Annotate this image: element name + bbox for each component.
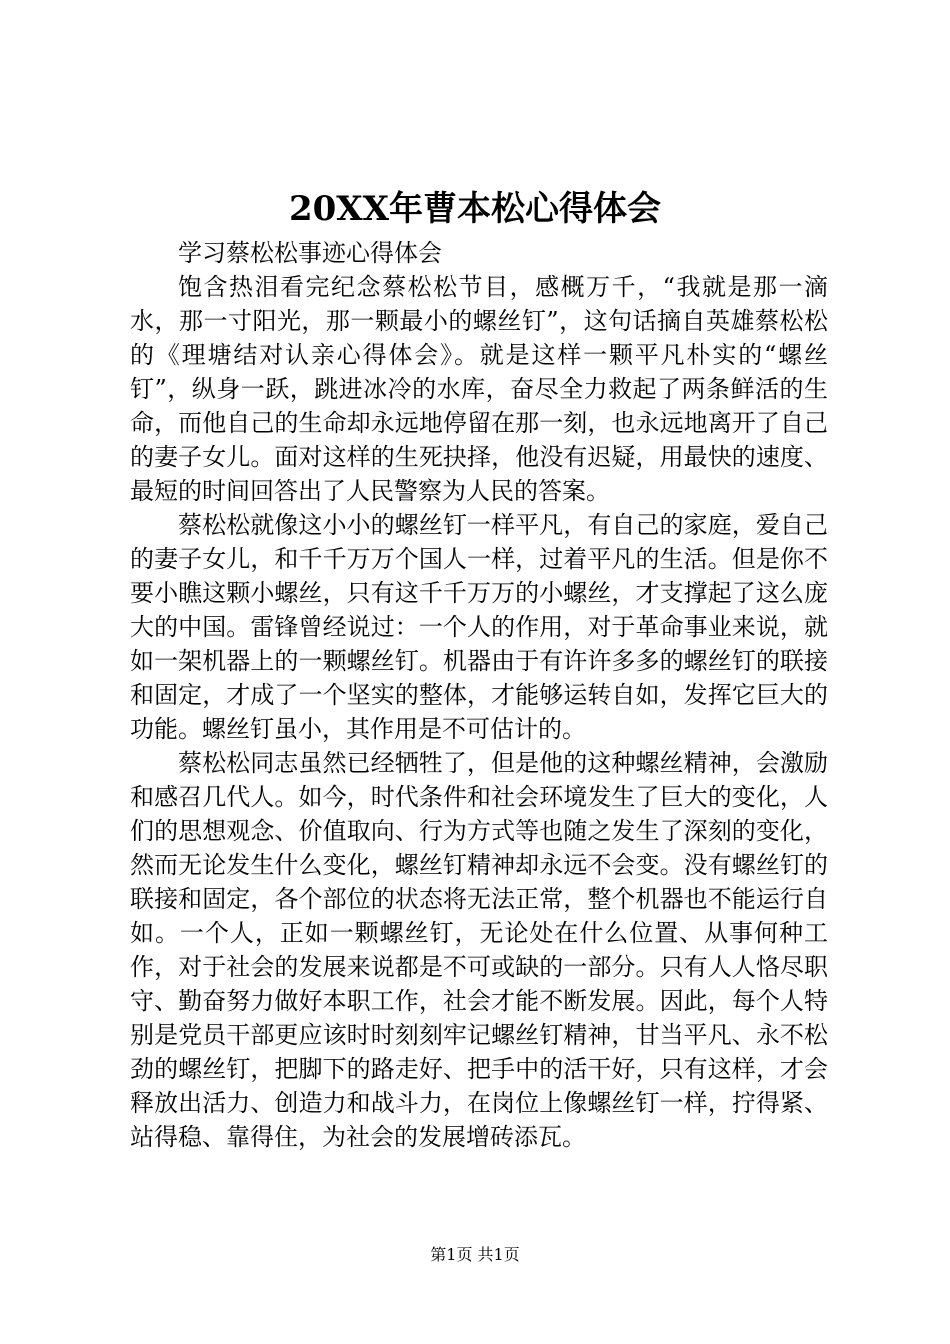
document-body xyxy=(130,236,828,1154)
paragraph-3: 蔡松松同志虽然已经牺牲了，但是他的这种螺丝精神，会激励和感召几代人。如今，时代条件和社会环境发生了巨大的变化，人们的思想观念、价值取向、行为方式等也随之发生了深刻的变化，然而无论发生什么变化，螺丝钉精神却永远不会变。没有螺丝钉的联接和固定，各个部位的状态将无法正常，整个机器也不能运行自如。一个人，正如一颗螺丝钉，无论处在什么位置、从事何种工作，对于社会的发展来说都是不可或缺的一部分。只有人人恪尽职守、勤奋努力做好本职工作，社会才能不断发展。因此，每个人特别是党员干部更应该时时刻刻牢记螺丝钉精神，甘当平凡、永不松劲的螺丝钉，把脚下的路走好、把手中的活干好，只有这样，才会释放出活力、创造力和战斗力，在岗位上像螺丝钉一样，拧得紧、站得稳、靠得住，为社会的发展增砖添瓦。 xyxy=(130,749,828,1151)
page-footer: 第1页 共1页 xyxy=(430,1245,520,1264)
document-title: 20XX年曹本松心得体会 xyxy=(288,189,662,229)
paragraph-2: 蔡松松就像这小小的螺丝钉一样平凡，有自己的家庭，爱自己的妻子女儿，和千千万万个国人一样，过着平凡的生活。但是你不要小瞧这颗小螺丝，只有这千千万万的小螺丝，才支撑起了这么庞大的中国。雷锋曾经说过：一个人的作用，对于革命事业来说，就如一架机器上的一颗螺丝钉。机器由于有许许多多的螺丝钉的联接和固定，才成了一个坚实的整体，才能够运转自如，发挥它巨大的功能。螺丝钉虽小，其作用是不可估计的。 xyxy=(130,511,828,743)
document-subtitle: 学习蔡松松事迹心得体会 xyxy=(178,239,442,267)
paragraph-1: 饱含热泪看完纪念蔡松松节目，感概万千，“我就是那一滴水，那一寸阳光，那一颗最小的螺丝钉”，这句话摘自英雄蔡松松的《理塘结对认亲心得体会》。就是这样一颗平凡朴实的“螺丝钉”，纵身一跃，跳进冰冷的水库，奋尽全力救起了两条鲜活的生命，而他自己的生命却永远地停留在那一刻，也永远地离开了自己的妻子女儿。面对这样的生死抉择，他没有迟疑，用最快的速度、最短的时间回答出了人民警察为人民的答案。 xyxy=(130,273,828,505)
